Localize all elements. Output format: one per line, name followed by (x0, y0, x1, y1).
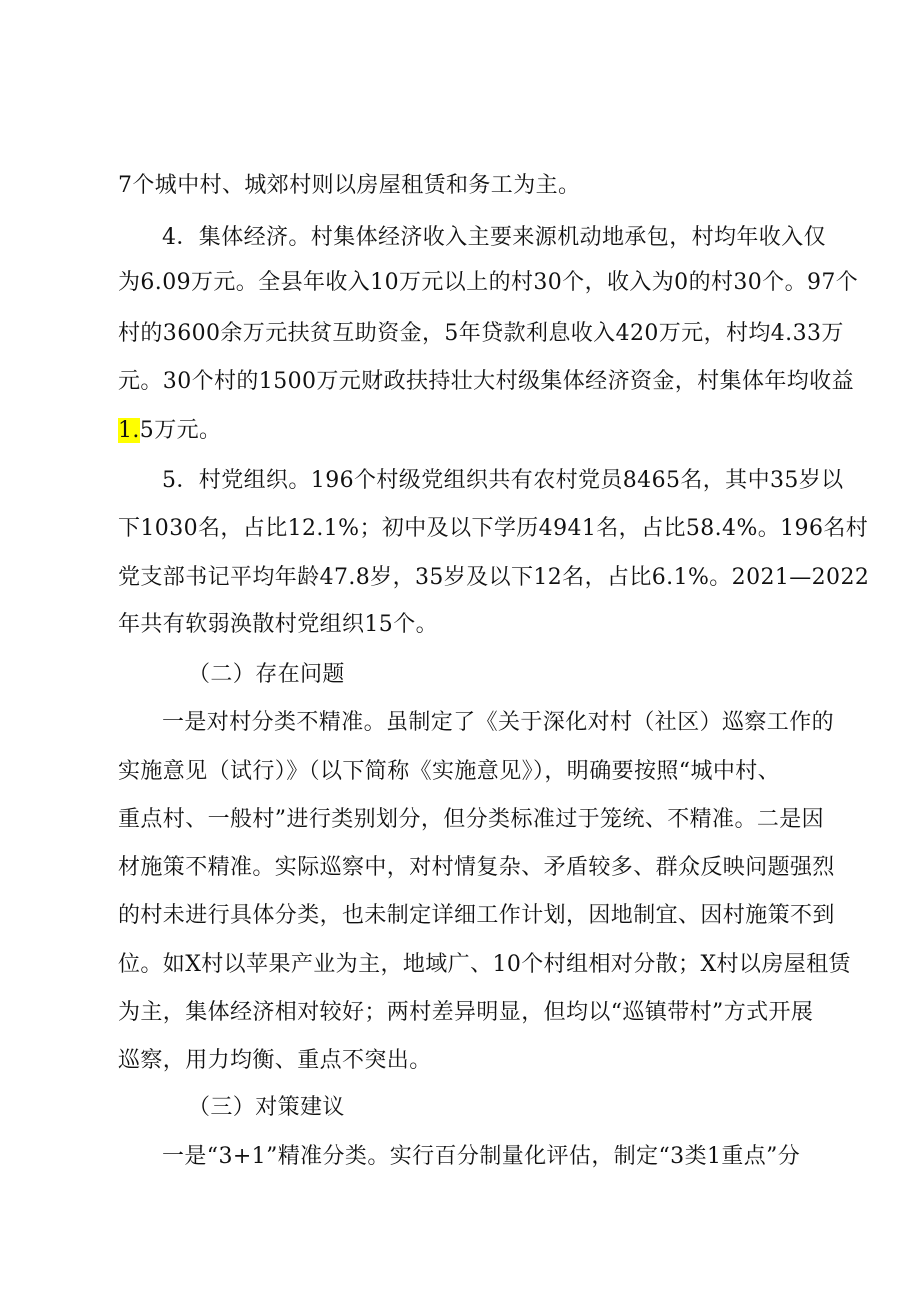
section-heading-party-organization: 5．村党组织。196个村级党组织共有农村党员8465名，其中35岁以 (162, 468, 844, 493)
body-line-rest: 5万元。 (139, 418, 222, 443)
body-line: 一是“3+1”精准分类。实行百分制量化评估，制定“3类1重点”分 (162, 1144, 801, 1169)
body-line: 巡察，用力均衡、重点不突出。 (118, 1048, 432, 1073)
body-line: 材施策不精准。实际巡察中，对村情复杂、矛盾较多、群众反映问题强烈 (118, 855, 835, 880)
subheading-existing-problems: （二）存在问题 (188, 662, 345, 687)
body-line: 一是对村分类不精准。虽制定了《关于深化对村（社区）巡察工作的 (162, 710, 835, 735)
body-line: 党支部书记平均年龄47.8岁，35岁及以下12名，占比6.1%。2021—2022 (118, 565, 870, 590)
body-line: 村的3600余万元扶贫互助资金，5年贷款利息收入420万元，村均4.33万 (118, 321, 844, 346)
body-line: 的村未进行具体分类，也未制定详细工作计划，因地制宜、因村施策不到 (118, 903, 835, 928)
body-line-highlighted (118, 416, 221, 446)
section-heading-collective-economy: 4．集体经济。村集体经济收入主要来源机动地承包，村均年收入仅 (162, 225, 826, 250)
subheading-countermeasures: （三）对策建议 (188, 1095, 345, 1120)
body-line: 为6.09万元。全县年收入10万元以上的村30个，收入为0的村30个。97个 (118, 270, 859, 295)
body-line: 重点村、一般村”进行类别划分，但分类标准过于笼统、不精准。二是因 (118, 807, 825, 832)
body-line: 下1030名，占比12.1%；初中及以下学历4941名，占比58.4%。196名村 (118, 516, 869, 541)
highlight-mark: 1. (118, 418, 140, 443)
body-line: 元。30个村的1500万元财政扶持壮大村级集体经济资金，村集体年均收益 (118, 369, 854, 394)
body-line: 为主，集体经济相对较好；两村差异明显，但均以“巡镇带村”方式开展 (118, 1000, 814, 1025)
body-line: 位。如X村以苹果产业为主，地域广、10个村组相对分散；X村以房屋租赁 (118, 952, 851, 977)
body-line: 年共有软弱涣散村党组织15个。 (118, 612, 438, 637)
body-line: 7个城中村、城郊村则以房屋租赁和务工为主。 (118, 173, 581, 198)
body-line: 实施意见（试行）》（以下简称《实施意见》），明确要按照“城中村、 (118, 759, 781, 784)
